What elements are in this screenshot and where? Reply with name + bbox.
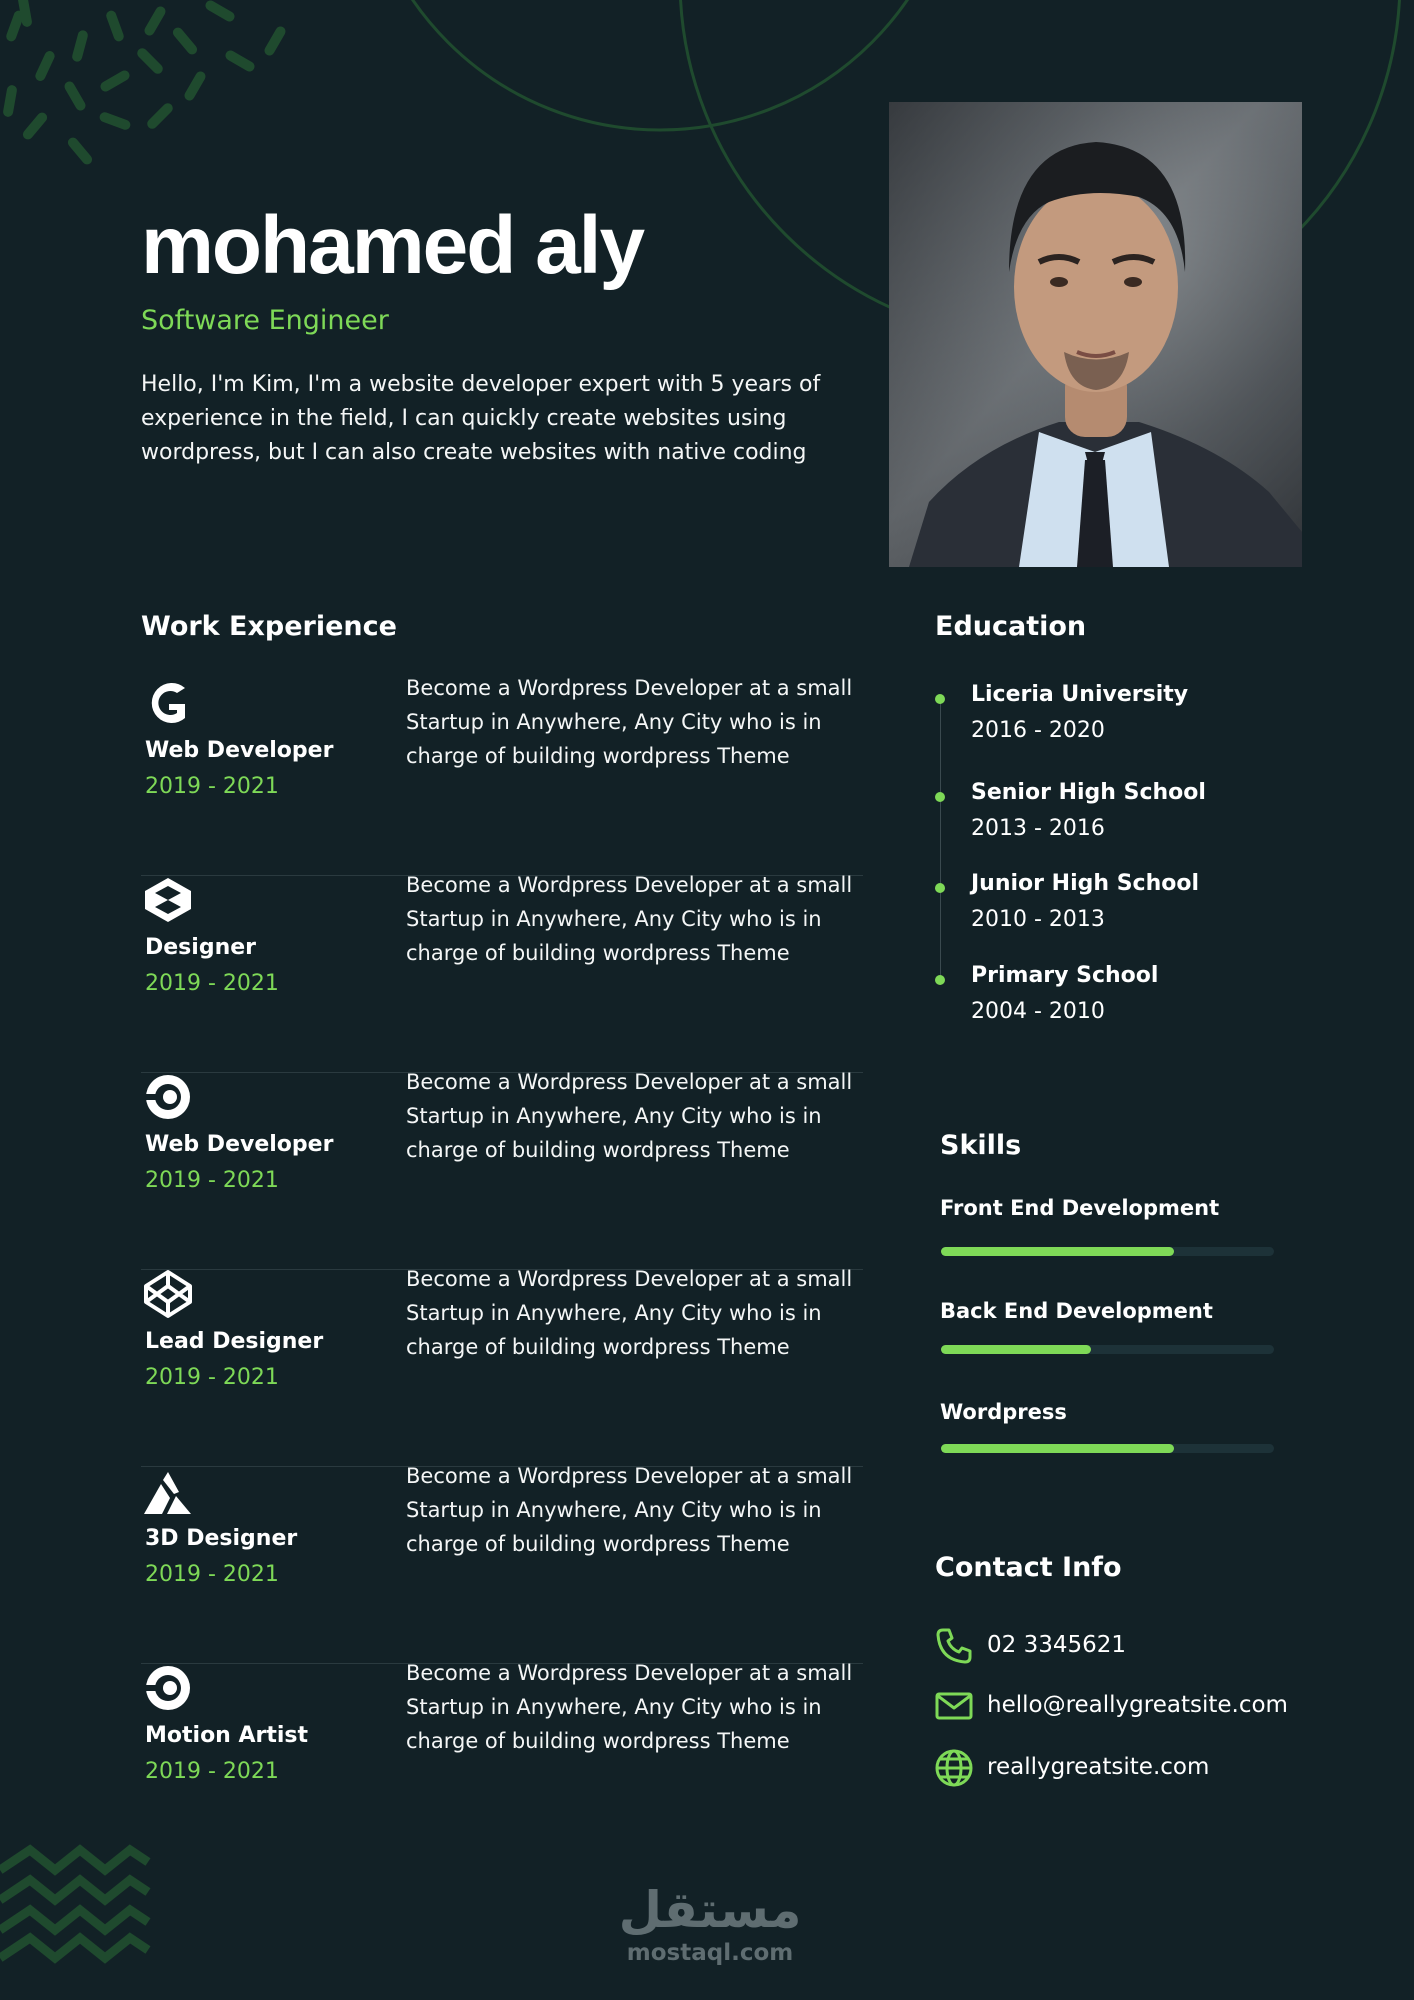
- job-years: 2019 - 2021: [145, 1365, 279, 1390]
- contact-website: [934, 1748, 1334, 1788]
- skill-bar-track: [941, 1345, 1274, 1354]
- job-years: 2019 - 2021: [145, 971, 279, 996]
- phone-number[interactable]: 02 3345621: [987, 1632, 1127, 1658]
- job-description: Become a Wordpress Developer at a small Startup in Anywhere, Any City who is in charge of building wordpress Theme: [406, 1464, 853, 1556]
- skill-bar-fill: [941, 1345, 1091, 1354]
- contact-heading: Contact Info: [935, 1552, 1122, 1583]
- email-address[interactable]: hello@reallygreatsite.com: [987, 1692, 1288, 1718]
- timeline-dot: [935, 792, 945, 802]
- skill-name: Front End Development: [940, 1196, 1220, 1220]
- ring-logo-icon: [143, 1072, 193, 1122]
- timeline-dot: [935, 883, 945, 893]
- email-icon: [934, 1686, 974, 1726]
- watermark-latin: mostaql.com: [626, 1940, 794, 1966]
- skill-entry: [940, 1196, 1275, 1266]
- job-years: 2019 - 2021: [145, 1168, 279, 1193]
- job-role: Motion Artist: [145, 1723, 309, 1748]
- job-role: 3D Designer: [145, 1526, 298, 1551]
- education-school: Primary School: [971, 963, 1159, 988]
- skill-bar-fill: [941, 1247, 1174, 1256]
- ring-logo-icon: [143, 1663, 193, 1713]
- job-description: Become a Wordpress Developer at a small Startup in Anywhere, Any City who is in charge of building wordpress Theme: [406, 873, 853, 965]
- bio-paragraph: Hello, I'm Kim, I'm a website developer expert with 5 years of experience in the field, I can quickly create websites using wordpress, but I can also create websites with native coding: [141, 372, 821, 465]
- job-entry: [141, 1466, 863, 1664]
- codepen-logo-icon: [143, 1269, 193, 1319]
- name-heading: mohamed aly: [141, 200, 644, 291]
- job-entry: [141, 1072, 863, 1270]
- work-experience-heading: Work Experience: [141, 611, 397, 642]
- education-timeline: [940, 700, 941, 985]
- website-url[interactable]: reallygreatsite.com: [987, 1754, 1210, 1780]
- job-years: 2019 - 2021: [145, 774, 279, 799]
- g-logo-icon: [143, 678, 193, 728]
- education-years: 2004 - 2010: [971, 999, 1105, 1024]
- job-entry: [141, 1269, 863, 1467]
- job-years: 2019 - 2021: [145, 1562, 279, 1587]
- globe-icon: [934, 1748, 974, 1788]
- education-years: 2013 - 2016: [971, 816, 1105, 841]
- cube-logo-icon: [143, 875, 193, 925]
- job-description: Become a Wordpress Developer at a small Startup in Anywhere, Any City who is in charge of building wordpress Theme: [406, 1070, 853, 1162]
- phone-icon: [934, 1626, 974, 1666]
- job-entry: [141, 678, 863, 876]
- education-school: Senior High School: [971, 780, 1206, 805]
- timeline-dot: [935, 975, 945, 985]
- job-description: Become a Wordpress Developer at a small Startup in Anywhere, Any City who is in charge of building wordpress Theme: [406, 1267, 853, 1359]
- skill-entry: [940, 1400, 1275, 1470]
- job-description: Become a Wordpress Developer at a small Startup in Anywhere, Any City who is in charge of building wordpress Theme: [406, 1661, 853, 1753]
- job-role: Designer: [145, 935, 256, 960]
- watermark: [560, 1880, 860, 1966]
- skill-bar-fill: [941, 1444, 1174, 1453]
- education-heading: Education: [935, 611, 1087, 642]
- contact-phone: [934, 1626, 1334, 1666]
- job-role: Lead Designer: [145, 1329, 324, 1354]
- job-role: Web Developer: [145, 1132, 334, 1157]
- skill-name: Back End Development: [940, 1299, 1213, 1323]
- job-title: Software Engineer: [141, 305, 389, 336]
- watermark-arabic: مستقل: [618, 1881, 802, 1939]
- skill-bar-track: [941, 1247, 1274, 1256]
- timeline-dot: [935, 694, 945, 704]
- skills-heading: Skills: [940, 1130, 1022, 1161]
- skill-name: Wordpress: [940, 1400, 1067, 1424]
- education-school: Junior High School: [971, 871, 1200, 896]
- peaks-logo-icon: [143, 1466, 193, 1516]
- job-years: 2019 - 2021: [145, 1759, 279, 1784]
- education-school: Liceria University: [971, 682, 1189, 707]
- skill-entry: [940, 1299, 1275, 1369]
- job-entry: [141, 875, 863, 1073]
- job-description: Become a Wordpress Developer at a small Startup in Anywhere, Any City who is in charge of building wordpress Theme: [406, 676, 853, 768]
- education-years: 2010 - 2013: [971, 907, 1105, 932]
- job-entry: [141, 1663, 863, 1860]
- education-years: 2016 - 2020: [971, 718, 1105, 743]
- profile-photo: [889, 102, 1302, 567]
- skill-bar-track: [941, 1444, 1274, 1453]
- contact-email: [934, 1686, 1334, 1726]
- job-role: Web Developer: [145, 738, 334, 763]
